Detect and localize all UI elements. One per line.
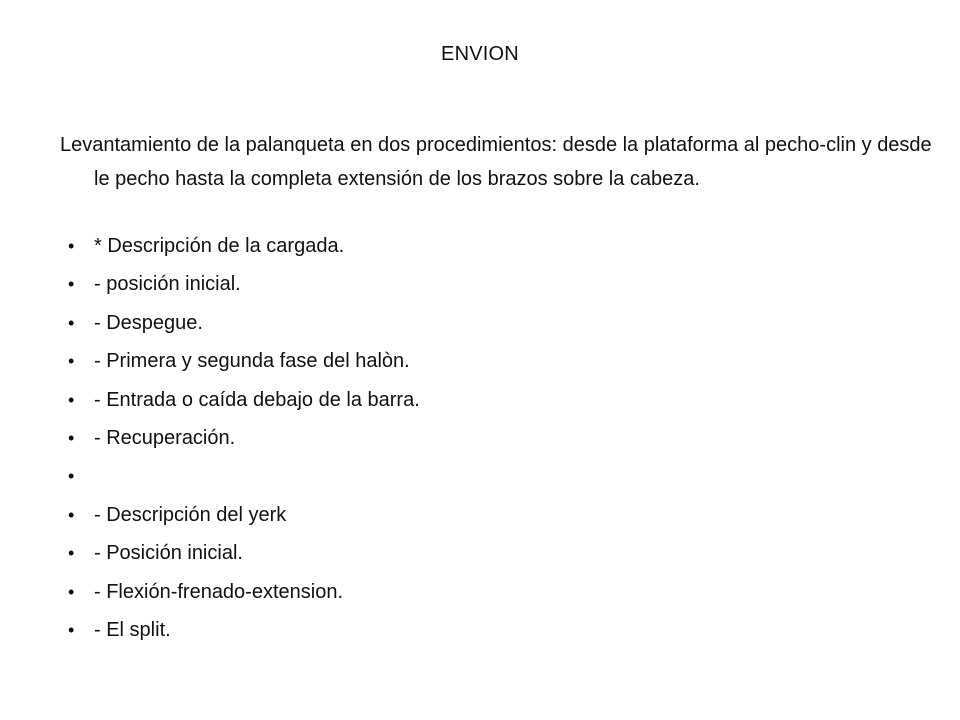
bullet-text: - Despegue. [94, 311, 203, 334]
bullet-dot-icon: • [68, 351, 75, 372]
bullet-dot-icon: • [68, 274, 75, 295]
bullet-dot-icon: • [68, 236, 75, 256]
bullet-text: * Descripción de la cargada. [94, 235, 345, 257]
bullet-dot-icon: • [68, 312, 75, 333]
bullet-text: - Entrada o caída debajo de la barra. [94, 388, 420, 411]
bullet-item [60, 306, 910, 344]
bullet-dot-icon: • [68, 389, 75, 410]
bullet-item [60, 421, 910, 459]
bullet-item [60, 383, 910, 421]
bullet-text: - El split. [94, 618, 171, 641]
bullet-text: - Posición inicial. [94, 542, 243, 565]
bullet-item [60, 267, 910, 305]
bullet-item [60, 344, 910, 382]
bullet-dot-icon: • [68, 427, 75, 448]
bullet-text: - posición inicial. [94, 273, 241, 296]
bullet-dot-icon: • [68, 619, 75, 640]
bullet-item [60, 613, 910, 651]
bullet-text: - Flexión-frenado-extension. [94, 580, 344, 603]
bullet-text: - Descripción del yerk [94, 503, 287, 526]
bullet-item [60, 575, 910, 613]
bullet-item [60, 536, 910, 574]
bullet-item [60, 229, 910, 267]
bullet-item-empty [60, 459, 910, 497]
bullet-text: - Primera y segunda fase del halòn. [94, 350, 410, 373]
bullet-dot-icon: • [68, 504, 75, 525]
bullet-dot-icon: • [68, 466, 75, 487]
slide-title: ENVION [441, 43, 519, 65]
bullet-dot-icon: • [68, 581, 75, 602]
bullet-list [60, 229, 910, 651]
bullet-dot-icon: • [68, 543, 75, 564]
bullet-item [60, 498, 910, 536]
bullet-text: - Recuperación. [94, 426, 236, 449]
intro-paragraph: Levantamiento de la palanqueta en dos procedimientos: desde la plataforma al pecho-clin y desde le pecho hasta la completa extensión de los brazos sobre la cabeza. [60, 134, 932, 190]
